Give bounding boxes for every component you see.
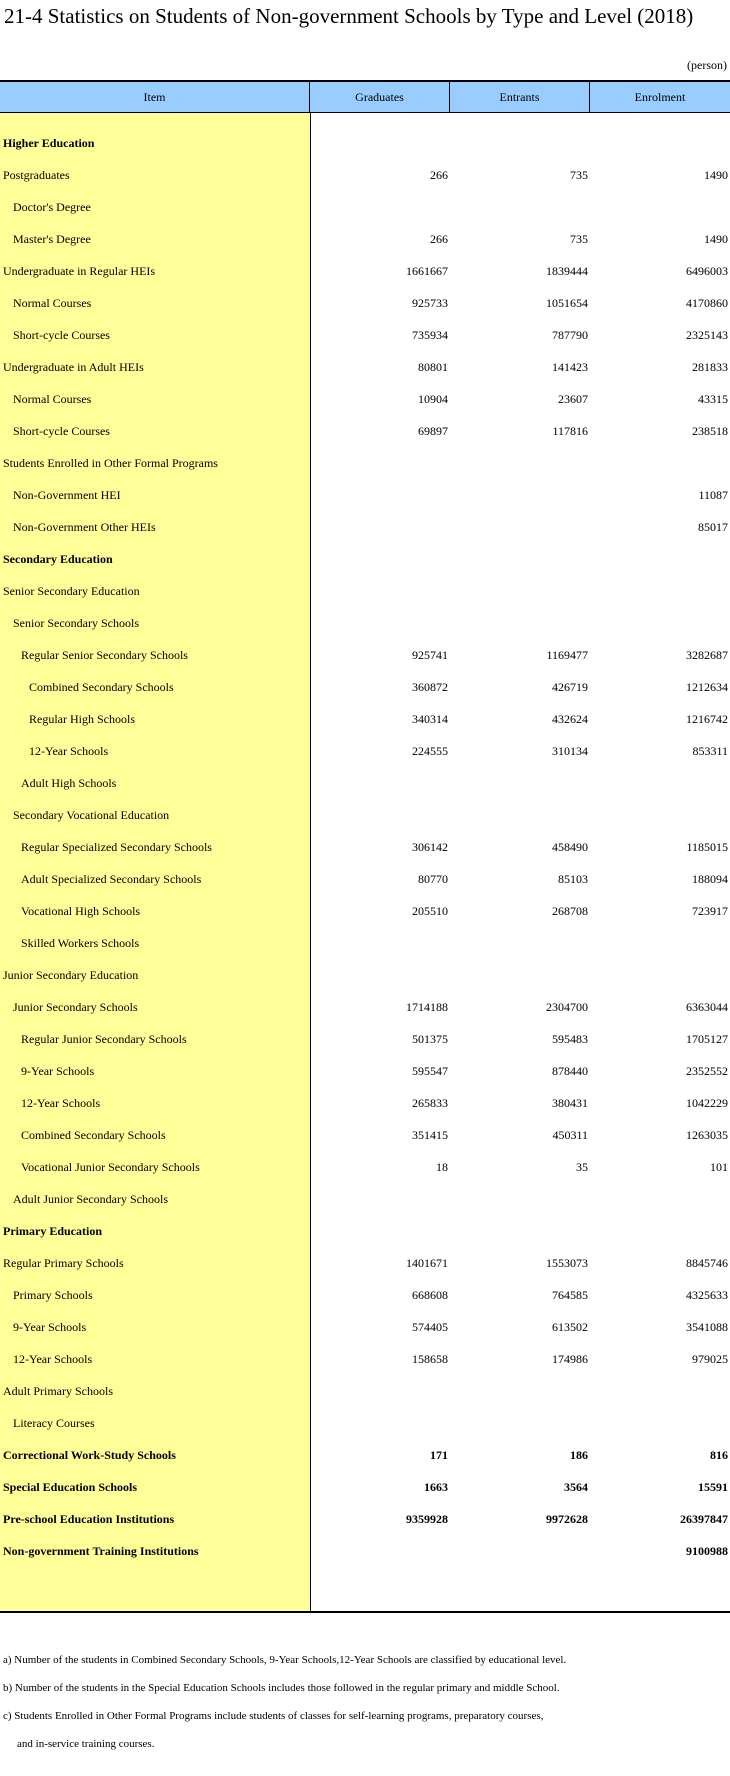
graduates-value: 306142 — [412, 840, 448, 854]
entrants-value: 595483 — [552, 1032, 588, 1046]
enrolment-value: 4170860 — [686, 296, 728, 310]
row-label: Pre-school Education Institutions — [3, 1512, 175, 1526]
table-row — [0, 1183, 730, 1215]
row-label: Postgraduates — [3, 168, 70, 182]
enrolment-value: 1490 — [704, 232, 728, 246]
row-label: 12-Year Schools — [29, 744, 109, 758]
row-label: 12-Year Schools — [21, 1096, 101, 1110]
table-row — [0, 1087, 730, 1119]
row-label: Doctor's Degree — [13, 200, 91, 214]
graduates-value: 351415 — [412, 1128, 448, 1142]
row-label: Normal Courses — [13, 296, 92, 310]
row-label: Regular Junior Secondary Schools — [21, 1032, 187, 1046]
row-label: Students Enrolled in Other Formal Programs — [3, 456, 218, 470]
enrolment-value: 281833 — [692, 360, 728, 374]
graduates-value: 1714188 — [406, 1000, 448, 1014]
row-label: Primary Education — [3, 1224, 102, 1238]
entrants-value: 450311 — [552, 1128, 588, 1142]
header-entrants: Entrants — [450, 82, 590, 112]
entrants-value: 613502 — [552, 1320, 588, 1334]
graduates-value: 10904 — [418, 392, 448, 406]
table-row — [0, 191, 730, 223]
row-label: Primary Schools — [13, 1288, 93, 1302]
entrants-value: 787790 — [552, 328, 588, 342]
table-row — [0, 1407, 730, 1439]
entrants-value: 35 — [576, 1160, 588, 1174]
entrants-value: 735 — [570, 232, 588, 246]
table-row — [0, 895, 730, 927]
graduates-value: 18 — [436, 1160, 448, 1174]
table-row — [0, 255, 730, 287]
graduates-value: 266 — [430, 168, 448, 182]
table-row — [0, 1055, 730, 1087]
table-row — [0, 1343, 730, 1375]
entrants-value: 432624 — [552, 712, 588, 726]
row-label: Special Education Schools — [3, 1480, 138, 1494]
graduates-value: 266 — [430, 232, 448, 246]
table-row — [0, 1471, 730, 1503]
entrants-value: 141423 — [552, 360, 588, 374]
table-row — [0, 159, 730, 191]
table-row — [0, 1535, 730, 1567]
table-row — [0, 767, 730, 799]
table-row — [0, 1215, 730, 1247]
entrants-value: 735 — [570, 168, 588, 182]
table-row — [0, 735, 730, 767]
table-row — [0, 127, 730, 159]
row-label: Non-government Training Institutions — [3, 1544, 199, 1558]
row-label: Normal Courses — [13, 392, 92, 406]
enrolment-value: 26397847 — [680, 1512, 728, 1526]
row-label: Regular Senior Secondary Schools — [21, 648, 188, 662]
enrolment-value: 1042229 — [686, 1096, 728, 1110]
row-label: Vocational High Schools — [21, 904, 141, 918]
entrants-value: 1839444 — [546, 264, 588, 278]
enrolment-value: 1216742 — [686, 712, 728, 726]
entrants-value: 117816 — [552, 424, 588, 438]
table-row — [0, 447, 730, 479]
table-row — [0, 703, 730, 735]
footnote: c) Students Enrolled in Other Formal Programs include students of classes for self-learning programs, preparatory courses, — [3, 1710, 544, 1722]
table-row — [0, 287, 730, 319]
footnote: b) Number of the students in the Special Education Schools includes those followed in the regular primary and middle School. — [3, 1682, 560, 1694]
entrants-value: 174986 — [552, 1352, 588, 1366]
row-label: Vocational Junior Secondary Schools — [21, 1160, 200, 1174]
row-label: Junior Secondary Schools — [13, 1000, 138, 1014]
graduates-value: 340314 — [412, 712, 448, 726]
table-row — [0, 319, 730, 351]
header-enrolment: Enrolment — [634, 90, 686, 104]
graduates-value: 925733 — [412, 296, 448, 310]
row-label: 12-Year Schools — [13, 1352, 93, 1366]
enrolment-value: 3282687 — [686, 648, 728, 662]
enrolment-value: 3541088 — [686, 1320, 728, 1334]
enrolment-value: 2352552 — [686, 1064, 728, 1078]
entrants-value: 9972628 — [546, 1512, 588, 1526]
row-label: 9-Year Schools — [21, 1064, 95, 1078]
table-row — [0, 1439, 730, 1471]
enrolment-value: 6363044 — [686, 1000, 728, 1014]
row-label: Combined Secondary Schools — [29, 680, 174, 694]
graduates-value: 574405 — [412, 1320, 448, 1334]
row-label: Correctional Work-Study Schools — [3, 1448, 176, 1462]
footnote: a) Number of the students in Combined Secondary Schools, 9-Year Schools,12-Year Schools are classified by educational level. — [3, 1654, 567, 1666]
graduates-value: 595547 — [412, 1064, 448, 1078]
row-label: Short-cycle Courses — [13, 424, 110, 438]
table-row — [0, 351, 730, 383]
table-row — [0, 415, 730, 447]
enrolment-value: 15591 — [698, 1480, 728, 1494]
enrolment-value: 43315 — [698, 392, 728, 406]
table-row — [0, 1023, 730, 1055]
entrants-value: 764585 — [552, 1288, 588, 1302]
enrolment-value: 853311 — [692, 744, 728, 758]
graduates-value: 80801 — [418, 360, 448, 374]
enrolment-value: 8845746 — [686, 1256, 728, 1270]
row-label: Senior Secondary Education — [3, 584, 140, 598]
row-label: Adult Junior Secondary Schools — [13, 1192, 168, 1206]
enrolment-value: 6496003 — [686, 264, 728, 278]
table-row — [0, 831, 730, 863]
table-row — [0, 1375, 730, 1407]
enrolment-value: 188094 — [692, 872, 728, 886]
table-row — [0, 799, 730, 831]
row-label: Adult Specialized Secondary Schools — [21, 872, 202, 886]
graduates-value: 205510 — [412, 904, 448, 918]
row-label: Undergraduate in Regular HEIs — [3, 264, 156, 278]
enrolment-value: 816 — [710, 1448, 728, 1462]
entrants-value: 1169477 — [546, 648, 588, 662]
graduates-value: 735934 — [412, 328, 448, 342]
table-row — [0, 671, 730, 703]
row-label: Undergraduate in Adult HEIs — [3, 360, 144, 374]
row-label: Adult Primary Schools — [3, 1384, 113, 1398]
entrants-value: 2304700 — [546, 1000, 588, 1014]
row-label: 9-Year Schools — [13, 1320, 87, 1334]
enrolment-value: 4325633 — [686, 1288, 728, 1302]
table-row — [0, 543, 730, 575]
enrolment-value: 723917 — [692, 904, 728, 918]
graduates-value: 668608 — [412, 1288, 448, 1302]
table-row — [0, 927, 730, 959]
table-row — [0, 959, 730, 991]
row-label: Master's Degree — [13, 232, 91, 246]
enrolment-value: 2325143 — [686, 328, 728, 342]
graduates-value: 360872 — [412, 680, 448, 694]
graduates-value: 224555 — [412, 744, 448, 758]
graduates-value: 1661667 — [406, 264, 448, 278]
enrolment-value: 1705127 — [686, 1032, 728, 1046]
table-row — [0, 1119, 730, 1151]
header-item: Item — [0, 82, 310, 112]
entrants-value: 310134 — [552, 744, 588, 758]
row-label: Secondary Vocational Education — [13, 808, 170, 822]
graduates-value: 265833 — [412, 1096, 448, 1110]
entrants-value: 458490 — [552, 840, 588, 854]
row-label: Higher Education — [3, 136, 95, 150]
table-row — [0, 383, 730, 415]
row-label: Regular High Schools — [29, 712, 135, 726]
table-row — [0, 863, 730, 895]
entrants-value: 426719 — [552, 680, 588, 694]
row-label: Combined Secondary Schools — [21, 1128, 166, 1142]
table-body — [0, 127, 730, 1567]
table-header — [0, 82, 730, 113]
header-graduates: Graduates — [310, 82, 450, 112]
entrants-value: 1051654 — [546, 296, 588, 310]
table-bottom-rule — [0, 1611, 730, 1613]
enrolment-value: 238518 — [692, 424, 728, 438]
entrants-value: 1553073 — [546, 1256, 588, 1270]
graduates-value: 69897 — [418, 424, 448, 438]
entrants-value: 268708 — [552, 904, 588, 918]
enrolment-value: 1490 — [704, 168, 728, 182]
row-label: Non-Government HEI — [13, 488, 121, 502]
graduates-value: 171 — [430, 1448, 448, 1462]
graduates-value: 1401671 — [406, 1256, 448, 1270]
entrants-value: 878440 — [552, 1064, 588, 1078]
enrolment-value: 11087 — [698, 488, 728, 502]
enrolment-value: 979025 — [692, 1352, 728, 1366]
graduates-value: 9359928 — [406, 1512, 448, 1526]
table-row — [0, 511, 730, 543]
page-title: 21-4 Statistics on Students of Non-government Schools by Type and Level (2018) — [4, 4, 694, 28]
enrolment-value: 1212634 — [686, 680, 728, 694]
table-row — [0, 1311, 730, 1343]
table-row — [0, 1151, 730, 1183]
row-label: Secondary Education — [3, 552, 113, 566]
row-label: Skilled Workers Schools — [21, 936, 140, 950]
unit-label: (person) — [687, 58, 727, 72]
row-label: Non-Government Other HEIs — [13, 520, 156, 534]
entrants-value: 380431 — [552, 1096, 588, 1110]
row-label: Literacy Courses — [13, 1416, 95, 1430]
enrolment-value: 101 — [710, 1160, 728, 1174]
table-row — [0, 223, 730, 255]
table-row — [0, 1247, 730, 1279]
enrolment-value: 85017 — [698, 520, 728, 534]
table-row — [0, 479, 730, 511]
graduates-value: 158658 — [412, 1352, 448, 1366]
row-label: Junior Secondary Education — [3, 968, 139, 982]
entrants-value: 23607 — [558, 392, 588, 406]
table-row — [0, 1503, 730, 1535]
graduates-value: 501375 — [412, 1032, 448, 1046]
table-row — [0, 575, 730, 607]
graduates-value: 925741 — [412, 648, 448, 662]
row-label: Adult High Schools — [21, 776, 117, 790]
graduates-value: 80770 — [418, 872, 448, 886]
entrants-value: 186 — [570, 1448, 588, 1462]
entrants-value: 3564 — [564, 1480, 588, 1494]
row-label: Regular Specialized Secondary Schools — [21, 840, 212, 854]
row-label: Regular Primary Schools — [3, 1256, 124, 1270]
table-row — [0, 607, 730, 639]
table-row — [0, 1279, 730, 1311]
enrolment-value: 1185015 — [686, 840, 728, 854]
table-row — [0, 639, 730, 671]
graduates-value: 1663 — [424, 1480, 448, 1494]
entrants-value: 85103 — [558, 872, 588, 886]
enrolment-value: 9100988 — [686, 1544, 728, 1558]
row-label: Short-cycle Courses — [13, 328, 110, 342]
footnote: and in-service training courses. — [17, 1738, 155, 1750]
row-label: Senior Secondary Schools — [13, 616, 139, 630]
table-row — [0, 991, 730, 1023]
enrolment-value: 1263035 — [686, 1128, 728, 1142]
